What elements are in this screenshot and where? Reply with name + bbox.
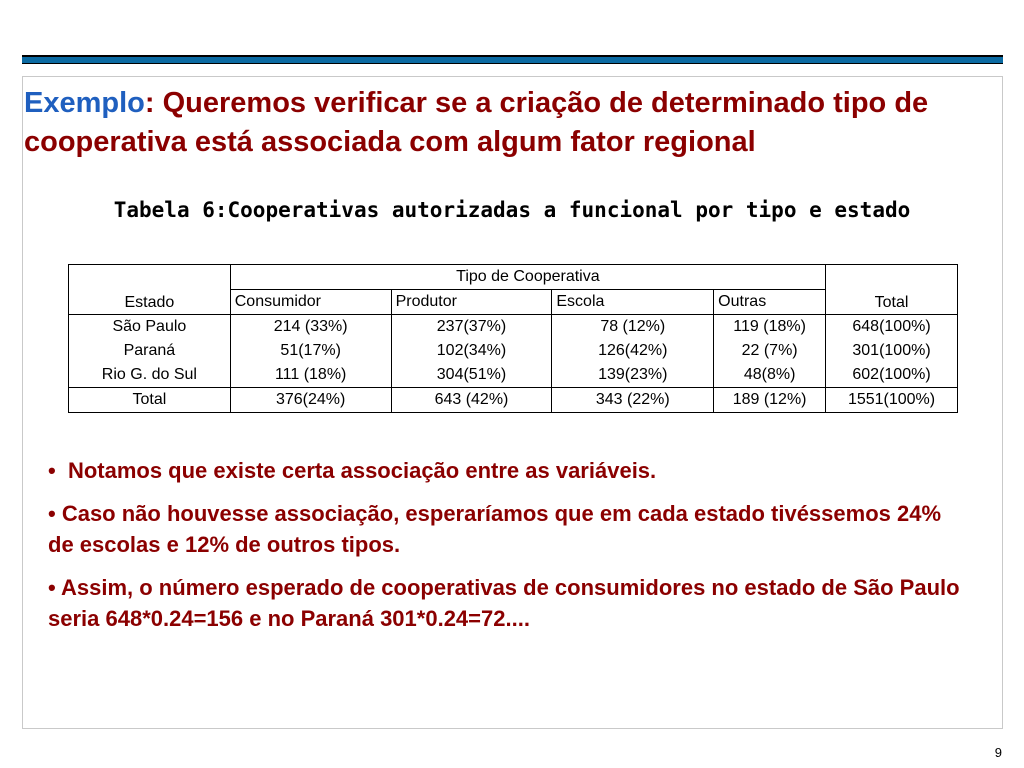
cell-total: 301(100%) <box>826 339 958 363</box>
table-total-row <box>69 388 958 413</box>
bullet-text: Notamos que existe certa associação entre as variáveis. <box>61 458 657 483</box>
header-outras: Outras <box>714 290 826 315</box>
bullet-marker: • <box>48 458 56 483</box>
bullet-item <box>48 498 968 560</box>
cell-outras: 22 (7%) <box>714 339 826 363</box>
cell-escola: 78 (12%) <box>552 315 714 340</box>
bullet-text: Assim, o número esperado de cooperativas de consumidores no estado de São Paulo seria 648*0.24=156 e no Paraná 301*0.24=72.... <box>48 575 960 631</box>
cell-escola: 139(23%) <box>552 363 714 388</box>
bullet-item <box>48 455 968 486</box>
cell-produtor: 237(37%) <box>391 315 552 340</box>
bullet-text: Caso não houvesse associação, esperaríamos que em cada estado tivéssemos 24% de escolas e 12% de outros tipos. <box>48 501 942 557</box>
header-estado: Estado <box>69 265 231 315</box>
top-decorative-bar <box>22 55 1003 64</box>
total-escola: 343 (22%) <box>552 388 714 413</box>
row-estado: Rio G. do Sul <box>69 363 231 388</box>
title-rest: Queremos verificar se a criação de determinado tipo de cooperativa está associada com algum fator regional <box>24 87 929 158</box>
table-row <box>69 339 958 363</box>
page-number: 9 <box>994 745 1002 760</box>
total-produtor: 643 (42%) <box>391 388 552 413</box>
table-group-header-row <box>69 265 958 290</box>
cooperative-table <box>68 264 958 413</box>
cell-consumidor: 214 (33%) <box>230 315 391 340</box>
bullet-list <box>48 455 968 646</box>
cell-outras: 48(8%) <box>714 363 826 388</box>
header-tipo-cooperativa: Tipo de Cooperativa <box>230 265 825 290</box>
total-consumidor: 376(24%) <box>230 388 391 413</box>
cell-consumidor: 111 (18%) <box>230 363 391 388</box>
row-estado: Paraná <box>69 339 231 363</box>
title-prefix: Exemplo <box>24 87 145 119</box>
slide-title <box>24 84 1014 162</box>
cell-produtor: 304(51%) <box>391 363 552 388</box>
bullet-marker: • <box>48 575 56 600</box>
title-colon: : <box>144 87 155 119</box>
header-escola: Escola <box>552 290 714 315</box>
cell-total: 602(100%) <box>826 363 958 388</box>
table-row <box>69 315 958 340</box>
total-grand: 1551(100%) <box>826 388 958 413</box>
bullet-item <box>48 572 968 634</box>
row-estado: São Paulo <box>69 315 231 340</box>
cell-produtor: 102(34%) <box>391 339 552 363</box>
cell-escola: 126(42%) <box>552 339 714 363</box>
table-caption: Tabela 6:Cooperativas autorizadas a funcional por tipo e estado <box>113 198 911 222</box>
header-total: Total <box>826 265 958 315</box>
bullet-marker: • <box>48 501 56 526</box>
table-row <box>69 363 958 388</box>
header-produtor: Produtor <box>391 290 552 315</box>
header-consumidor: Consumidor <box>230 290 391 315</box>
total-label: Total <box>69 388 231 413</box>
cell-total: 648(100%) <box>826 315 958 340</box>
total-outras: 189 (12%) <box>714 388 826 413</box>
cell-outras: 119 (18%) <box>714 315 826 340</box>
cell-consumidor: 51(17%) <box>230 339 391 363</box>
